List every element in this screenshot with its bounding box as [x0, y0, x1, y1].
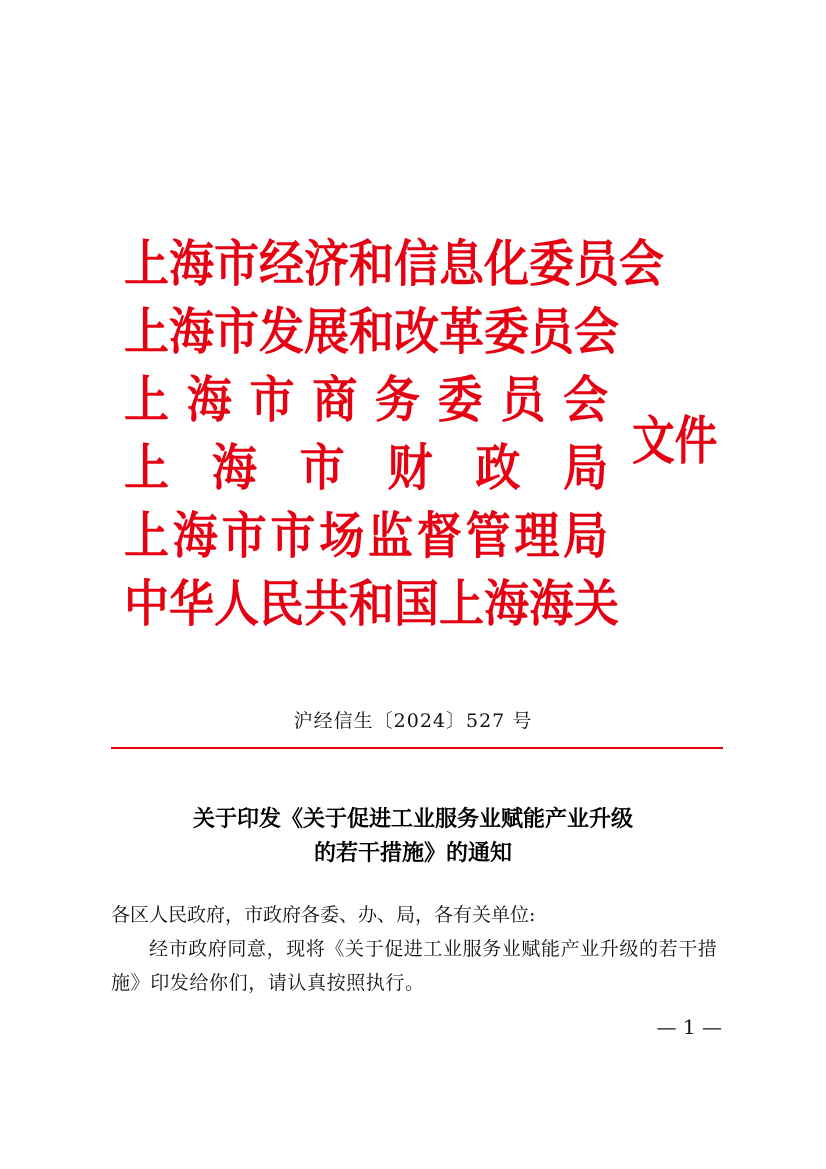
salutation: 各区人民政府，市政府各委、办、局，各有关单位:: [111, 904, 536, 926]
issuer-char: 会: [574, 302, 619, 361]
issuer-char: 上: [439, 574, 484, 633]
issuer-char: 会: [619, 234, 664, 293]
document-number: 沪经信生〔2024〕527 号: [293, 710, 533, 732]
issuer-char: 发: [259, 302, 304, 361]
issuer-char: 息: [439, 234, 484, 293]
title-line-1: 关于印发《关于促进工业服务业赋能产业升级: [192, 806, 633, 832]
issuer-char: 展: [304, 302, 349, 361]
issuer-char: 管: [465, 506, 511, 565]
issuer-char: 督: [416, 506, 462, 565]
issuer-char: 信: [394, 234, 439, 293]
issuer-char: 员: [500, 370, 546, 429]
issuer-line: [124, 298, 619, 366]
issuer-char: 局: [563, 438, 609, 497]
issuer-char: 化: [484, 234, 529, 293]
issuer-char: 委: [529, 234, 574, 293]
issuer-char: 共: [304, 574, 349, 633]
issuer-char: 国: [394, 574, 439, 633]
issuer-char: 海: [186, 370, 232, 429]
issuer-char: 海: [172, 506, 218, 565]
issuer-char: 市: [214, 302, 259, 361]
issuer-char: 海: [529, 574, 574, 633]
issuer-char: 财: [387, 438, 433, 497]
issuer-line: [124, 230, 664, 298]
issuer-char: 商: [312, 370, 358, 429]
issuer-char: 关: [574, 574, 619, 633]
issuer-char: 政: [475, 438, 521, 497]
issuer-char: 人: [214, 574, 259, 633]
issuer-char: 和: [349, 234, 394, 293]
issuer-char: 和: [349, 302, 394, 361]
issuer-char: 海: [169, 234, 214, 293]
document-title: [0, 802, 826, 870]
issuer-char: 员: [529, 302, 574, 361]
issuer-char: 海: [169, 302, 214, 361]
issuer-line: [124, 502, 608, 570]
issuer-char: 华: [169, 574, 214, 633]
issuer-char: 海: [484, 574, 529, 633]
issuer-line: [124, 434, 608, 502]
issuer-char: 改: [394, 302, 439, 361]
issuer-char: 上: [124, 302, 169, 361]
issuer-char: 经: [259, 234, 304, 293]
issuer-header: [124, 230, 664, 638]
issuer-char: 监: [367, 506, 413, 565]
red-divider-line: [111, 747, 723, 749]
issuer-char: 上: [124, 234, 169, 293]
issuer-char: 上: [124, 506, 169, 565]
issuer-char: 局: [563, 506, 609, 565]
issuer-line: [124, 366, 608, 434]
issuer-char: 委: [437, 370, 483, 429]
file-mark: 文件: [632, 411, 718, 472]
issuer-char: 务: [374, 370, 420, 429]
issuer-char: 市: [299, 438, 345, 497]
issuer-char: 中: [124, 574, 169, 633]
page-number: — 1 —: [656, 1015, 722, 1039]
issuer-char: 上: [124, 438, 169, 497]
issuer-char: 民: [259, 574, 304, 633]
issuer-char: 市: [221, 506, 267, 565]
issuer-char: 市: [270, 506, 316, 565]
body-paragraph: 经市政府同意，现将《关于促进工业服务业赋能产业升级的若干措施》印发给你们，请认真按照执行。: [111, 938, 718, 994]
issuer-char: 理: [514, 506, 560, 565]
issuer-char: 委: [484, 302, 529, 361]
issuer-char: 济: [304, 234, 349, 293]
issuer-line: [124, 570, 619, 638]
issuer-char: 会: [563, 370, 609, 429]
issuer-char: 员: [574, 234, 619, 293]
issuer-char: 市: [249, 370, 295, 429]
issuer-char: 市: [214, 234, 259, 293]
issuer-char: 革: [439, 302, 484, 361]
issuer-char: 和: [349, 574, 394, 633]
issuer-char: 海: [211, 438, 257, 497]
title-line-2: 的若干措施》的通知: [313, 840, 512, 866]
issuer-char: 场: [319, 506, 365, 565]
issuer-char: 上: [124, 370, 169, 429]
